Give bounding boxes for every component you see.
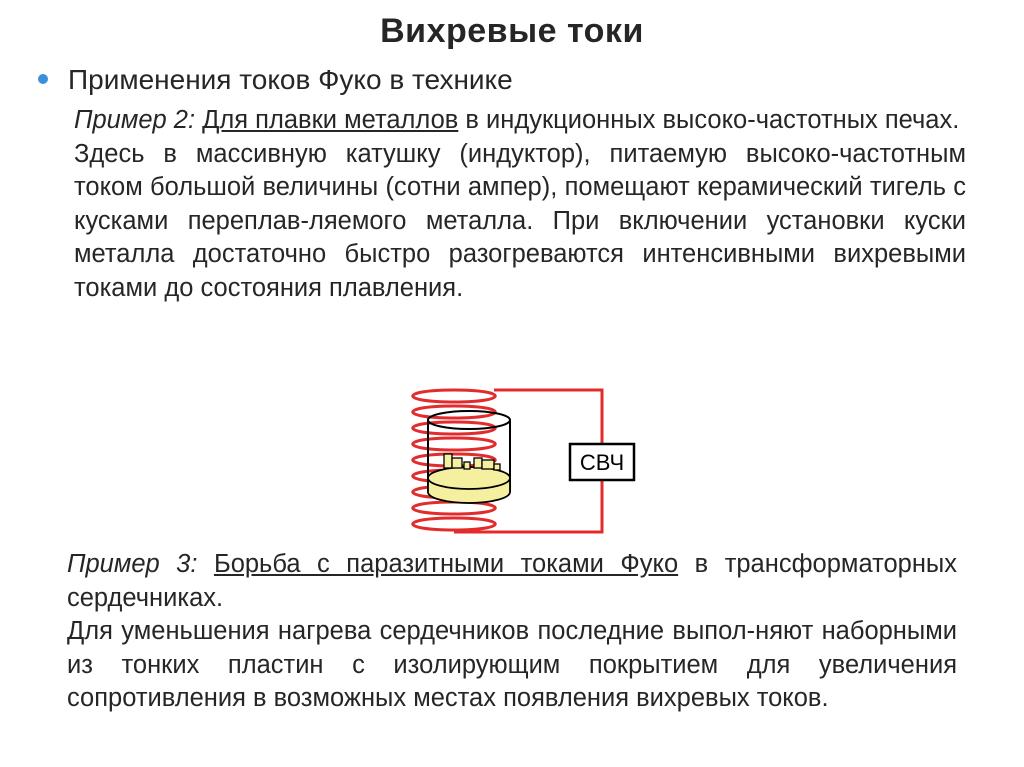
induction-furnace-diagram — [394, 384, 642, 534]
example-2-rest: в индукционных высоко-частотных печах. — [458, 106, 960, 134]
example-2-paragraph: Здесь в массивную катушку (индуктор), питаемую высоко-частотным током большой величины (сотни ампер), помещают керамический тигель с кусками переплав-ляемого металла. При включении установки куски металла достаточно быстро разогреваются интенсивными вихревыми токами до состояния плавления. — [74, 139, 966, 302]
crucible-icon — [428, 411, 510, 503]
source-label: СВЧ — [579, 450, 625, 475]
example-2-label: Пример 2: — [74, 106, 196, 134]
example-2-intro — [74, 104, 966, 138]
coil-turn — [413, 390, 496, 402]
example-3-paragraph: Для уменьшения нагрева сердечников последние выпол-няют наборными из тонких пластин с изолирующим покрытием для увеличения сопротивления в возможных местах появления вихревых токов. — [67, 617, 957, 712]
microwave-source-box — [570, 444, 634, 480]
slide-title: Вихревые токи — [380, 12, 644, 50]
bullet-text: Применения токов Фуко в технике — [68, 64, 513, 95]
coil-turn — [413, 502, 496, 514]
example-3-block — [67, 548, 957, 716]
coil-turn — [413, 518, 496, 530]
example-3-underlined: Борьба с паразитными токами Фуко — [213, 550, 679, 578]
coil-turn — [413, 438, 496, 450]
example-3-label: Пример 3: — [67, 550, 198, 578]
example-3-intro — [67, 548, 957, 615]
example-3-rest: в трансформаторных сердечниках. — [67, 550, 957, 612]
example-2-underlined: Для плавки металлов — [202, 106, 459, 134]
example-2-block — [74, 104, 966, 305]
bullet-dot-icon — [38, 74, 48, 84]
bullet-heading — [38, 64, 513, 96]
